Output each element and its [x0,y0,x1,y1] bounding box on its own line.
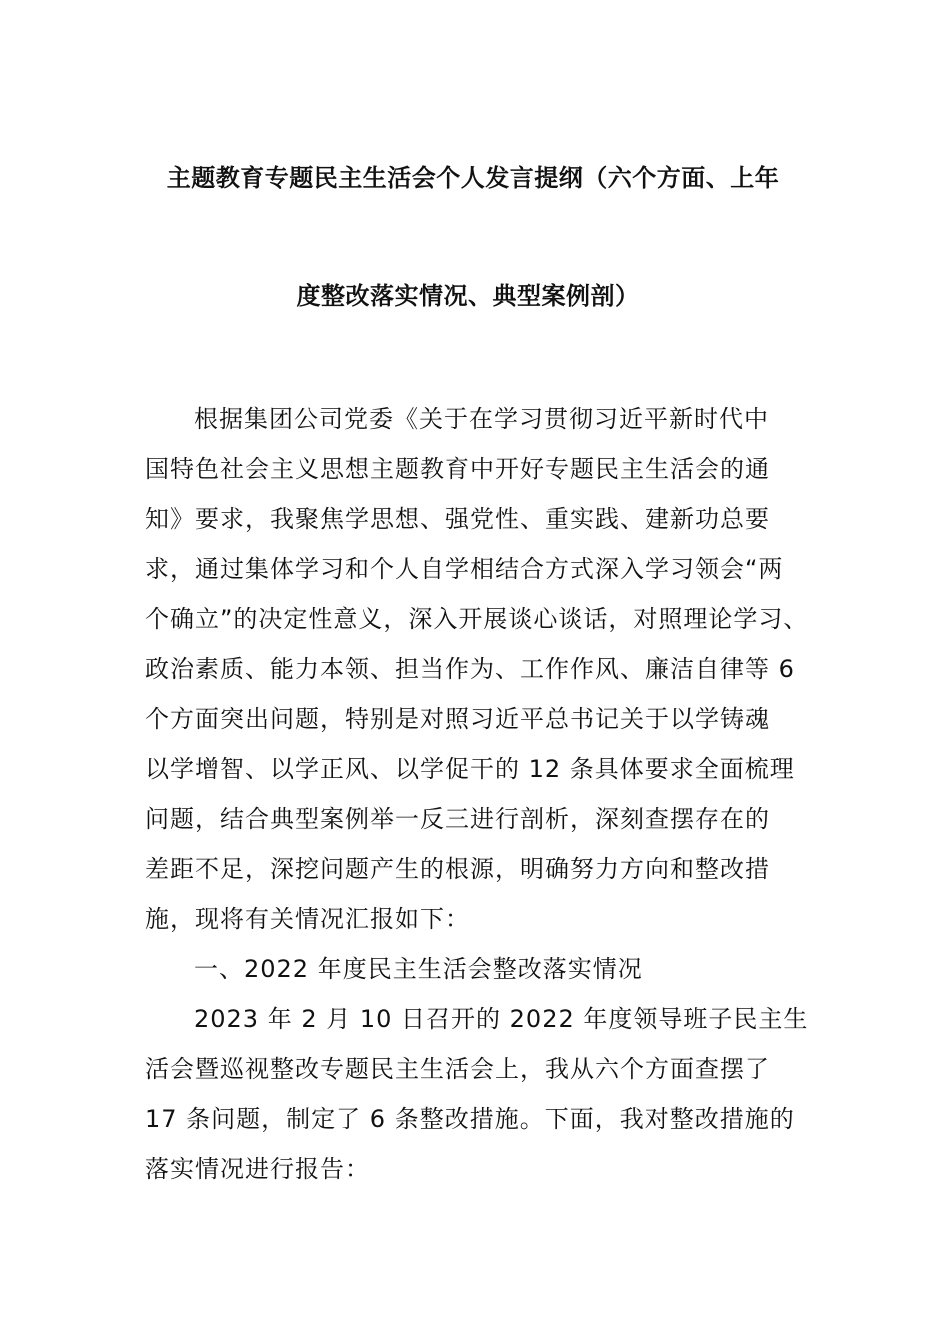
paragraph-line: 国特色社会主义思想主题教育中开好专题民主生活会的通 [145,455,770,483]
paragraph-line: 落实情况进行报告： [145,1155,370,1183]
paragraph-line: 政治素质、能力本领、担当作为、工作作风、廉洁自律等 6 [145,655,795,683]
paragraph-line: 问题，结合典型案例举一反三进行剖析，深刻查摆存在的 [145,805,770,833]
paragraph-line: 以学增智、以学正风、以学促干的 12 条具体要求全面梳理 [145,755,795,783]
document-title-line-1: 主题教育专题民主生活会个人发言提纲（六个方面、上年 [166,164,780,192]
paragraph-line: 根据集团公司党委《关于在学习贯彻习近平新时代中 [194,405,769,433]
paragraph-line: 个方面突出问题，特别是对照习近平总书记关于以学铸魂 [145,705,770,733]
paragraph-line: 施，现将有关情况汇报如下： [145,905,470,933]
paragraph-line: 差距不足，深挖问题产生的根源，明确努力方向和整改措 [145,855,770,883]
section-heading: 一、2022 年度民主生活会整改落实情况 [194,955,643,983]
paragraph-line: 知》要求，我聚焦学思想、强党性、重实践、建新功总要 [145,505,770,533]
paragraph-line: 个确立”的决定性意义，深入开展谈心谈话，对照理论学习、 [145,605,809,633]
paragraph-line: 活会暨巡视整改专题民主生活会上，我从六个方面查摆了 [145,1055,770,1083]
paragraph-line: 求，通过集体学习和个人自学相结合方式深入学习领会“两 [145,555,784,583]
document-title-line-2: 度整改落实情况、典型案例剖） [296,282,640,310]
paragraph-line: 2023 年 2 月 10 日召开的 2022 年度领导班子民主生 [194,1005,809,1033]
paragraph-line: 17 条问题，制定了 6 条整改措施。下面，我对整改措施的 [145,1105,795,1133]
